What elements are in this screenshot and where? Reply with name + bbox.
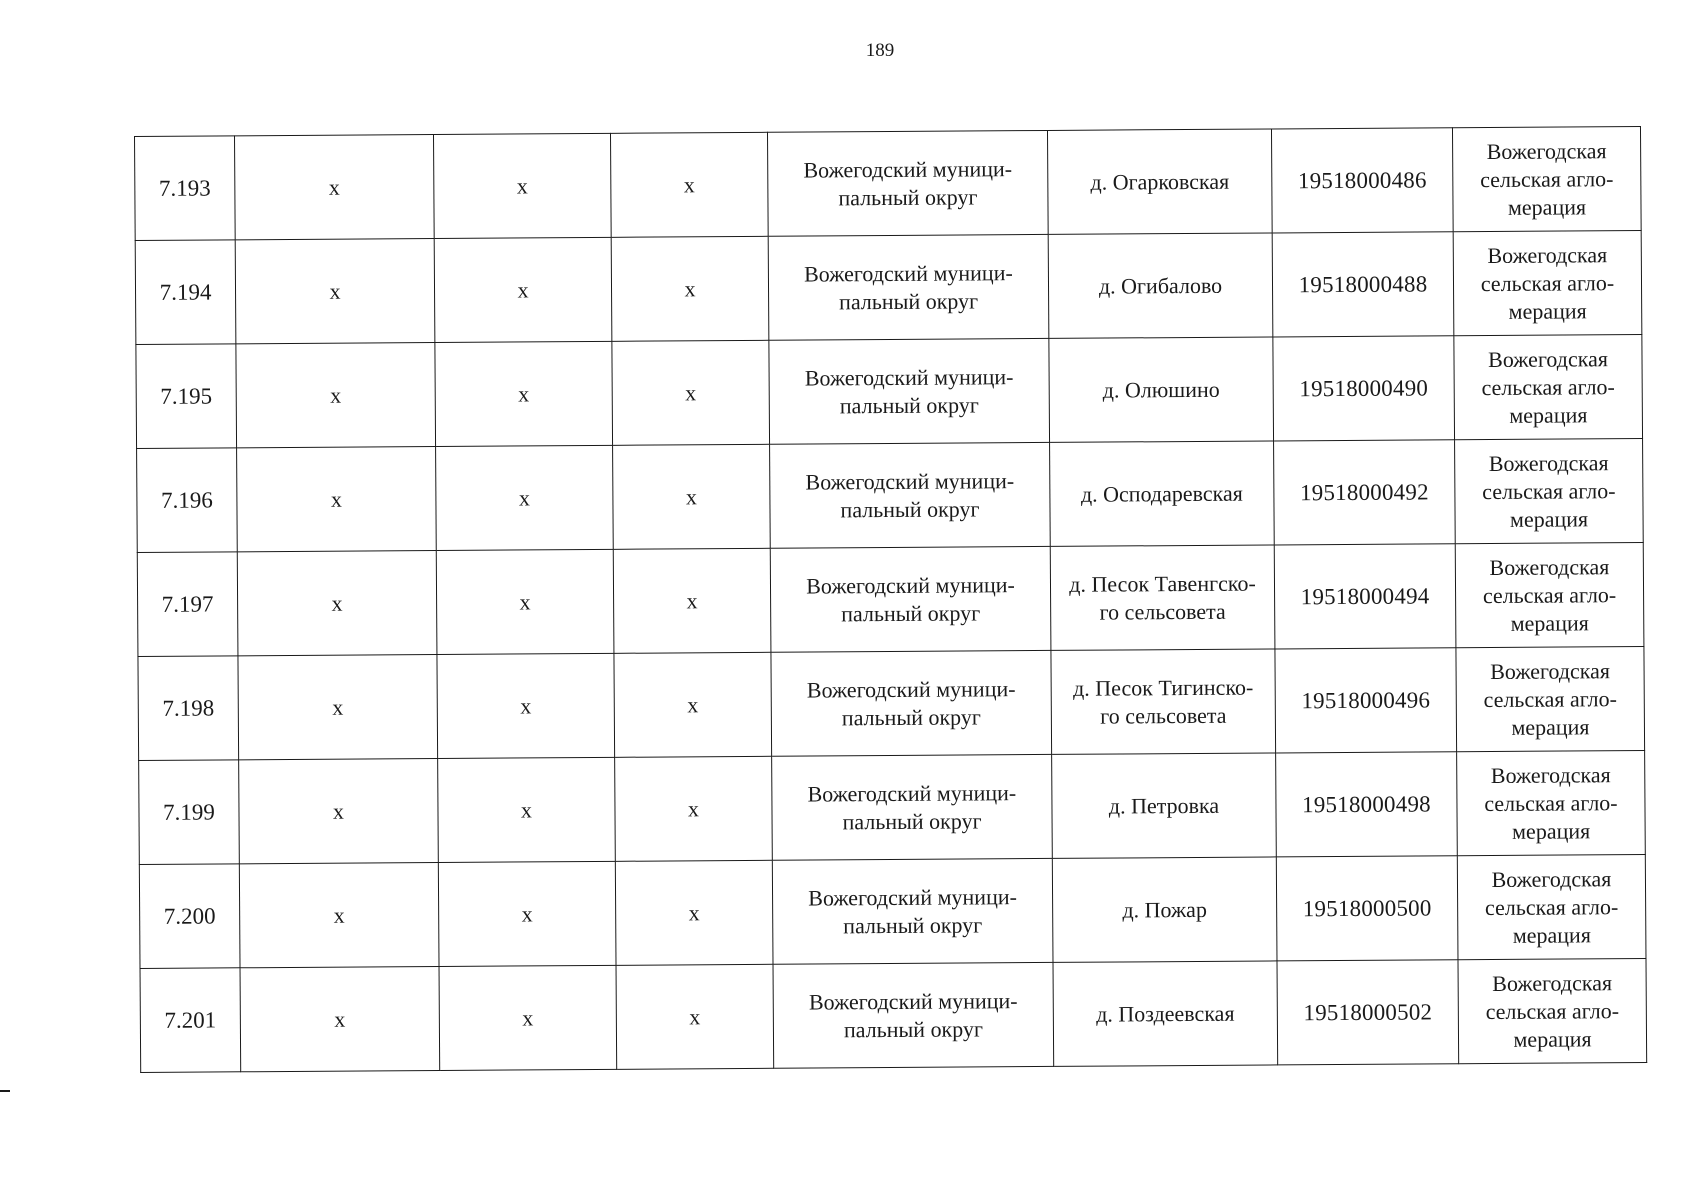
column-4-cell: х bbox=[612, 340, 770, 445]
table-row bbox=[139, 750, 1646, 864]
agglomeration-cell: Вожегодская сельская агло- мерация bbox=[1453, 231, 1642, 336]
locality-cell: д. Огарковская bbox=[1047, 129, 1272, 234]
district-cell: Вожегодский муници- пальный округ bbox=[770, 546, 1051, 652]
column-4-cell: х bbox=[615, 756, 773, 861]
table-row bbox=[138, 646, 1645, 760]
code-cell: 19518000498 bbox=[1276, 752, 1458, 857]
column-2-cell: х bbox=[240, 966, 440, 1071]
column-4-cell: х bbox=[616, 964, 774, 1069]
table-row bbox=[135, 231, 1642, 345]
column-3-cell: х bbox=[438, 861, 616, 966]
locality-cell: д. Пожар bbox=[1052, 857, 1277, 962]
district-cell: Вожегодский муници- пальный округ bbox=[770, 442, 1051, 548]
row-number-cell: 7.200 bbox=[139, 864, 240, 969]
column-3-cell: х bbox=[435, 341, 613, 446]
table-row bbox=[136, 335, 1643, 449]
row-number-cell: 7.198 bbox=[138, 656, 239, 761]
agglomeration-cell: Вожегодская сельская агло- мерация bbox=[1457, 750, 1646, 855]
agglomeration-cell: Вожегодская сельская агло- мерация bbox=[1456, 646, 1645, 751]
row-number-cell: 7.197 bbox=[137, 552, 238, 657]
column-4-cell: х bbox=[610, 132, 768, 237]
document-table-wrapper bbox=[134, 126, 1646, 1073]
column-3-cell: х bbox=[436, 445, 614, 550]
row-number-cell: 7.201 bbox=[140, 968, 241, 1073]
column-3-cell: х bbox=[439, 965, 617, 1070]
table-row bbox=[140, 958, 1647, 1072]
code-cell: 19518000486 bbox=[1271, 128, 1453, 233]
row-number-cell: 7.195 bbox=[136, 344, 237, 449]
code-cell: 19518000490 bbox=[1273, 336, 1455, 441]
locality-cell: д. Поздеевская bbox=[1053, 961, 1278, 1066]
locality-cell: д. Огибалово bbox=[1048, 233, 1273, 338]
row-number-cell: 7.193 bbox=[135, 136, 236, 241]
agglomeration-cell: Вожегодская сельская агло- мерация bbox=[1457, 854, 1646, 959]
district-cell: Вожегодский муници- пальный округ bbox=[771, 650, 1052, 756]
district-cell: Вожегодский муници- пальный округ bbox=[772, 754, 1053, 860]
district-cell: Вожегодский муници- пальный округ bbox=[772, 858, 1053, 964]
code-cell: 19518000492 bbox=[1274, 440, 1456, 545]
row-number-cell: 7.199 bbox=[139, 760, 240, 865]
column-3-cell: х bbox=[438, 757, 616, 862]
code-cell: 19518000488 bbox=[1272, 232, 1454, 337]
column-4-cell: х bbox=[615, 860, 773, 965]
column-2-cell: х bbox=[239, 758, 439, 863]
settlements-table bbox=[134, 126, 1647, 1073]
code-cell: 19518000496 bbox=[1275, 648, 1457, 753]
agglomeration-cell: Вожегодская сельская агло- мерация bbox=[1455, 439, 1644, 544]
code-cell: 19518000494 bbox=[1274, 544, 1456, 649]
margin-mark bbox=[0, 1090, 10, 1092]
column-4-cell: х bbox=[614, 652, 772, 757]
column-4-cell: х bbox=[611, 236, 769, 341]
locality-cell: д. Песок Тавенгско- го сельсовета bbox=[1050, 545, 1275, 650]
district-cell: Вожегодский муници- пальный округ bbox=[767, 130, 1048, 236]
column-2-cell: х bbox=[239, 862, 439, 967]
locality-cell: д. Олюшино bbox=[1049, 337, 1274, 442]
column-3-cell: х bbox=[433, 133, 611, 238]
locality-cell: д. Песок Тигинско- го сельсовета bbox=[1051, 649, 1276, 754]
column-2-cell: х bbox=[238, 655, 438, 760]
locality-cell: д. Петровка bbox=[1052, 753, 1277, 858]
agglomeration-cell: Вожегодская сельская агло- мерация bbox=[1452, 127, 1641, 232]
column-3-cell: х bbox=[434, 237, 612, 342]
column-2-cell: х bbox=[236, 343, 436, 448]
locality-cell: д. Осподаревская bbox=[1050, 441, 1275, 546]
table-row bbox=[139, 854, 1646, 968]
column-4-cell: х bbox=[613, 444, 771, 549]
page-number: 189 bbox=[865, 40, 895, 61]
table-row bbox=[137, 439, 1644, 553]
district-cell: Вожегодский муници- пальный округ bbox=[769, 338, 1050, 444]
district-cell: Вожегодский муници- пальный округ bbox=[768, 234, 1049, 340]
column-3-cell: х bbox=[436, 549, 614, 654]
column-2-cell: х bbox=[235, 239, 435, 344]
table-body bbox=[135, 127, 1647, 1073]
column-4-cell: х bbox=[613, 548, 771, 653]
row-number-cell: 7.194 bbox=[135, 240, 236, 345]
agglomeration-cell: Вожегодская сельская агло- мерация bbox=[1455, 542, 1644, 647]
code-cell: 19518000500 bbox=[1276, 856, 1458, 961]
column-3-cell: х bbox=[437, 653, 615, 758]
column-2-cell: х bbox=[235, 135, 435, 240]
code-cell: 19518000502 bbox=[1277, 960, 1459, 1065]
agglomeration-cell: Вожегодская сельская агло- мерация bbox=[1458, 958, 1647, 1063]
district-cell: Вожегодский муници- пальный округ bbox=[773, 962, 1054, 1068]
table-row bbox=[135, 127, 1642, 241]
column-2-cell: х bbox=[237, 447, 437, 552]
row-number-cell: 7.196 bbox=[137, 448, 238, 553]
column-2-cell: х bbox=[237, 551, 437, 656]
table-row bbox=[137, 542, 1644, 656]
agglomeration-cell: Вожегодская сельская агло- мерация bbox=[1454, 335, 1643, 440]
